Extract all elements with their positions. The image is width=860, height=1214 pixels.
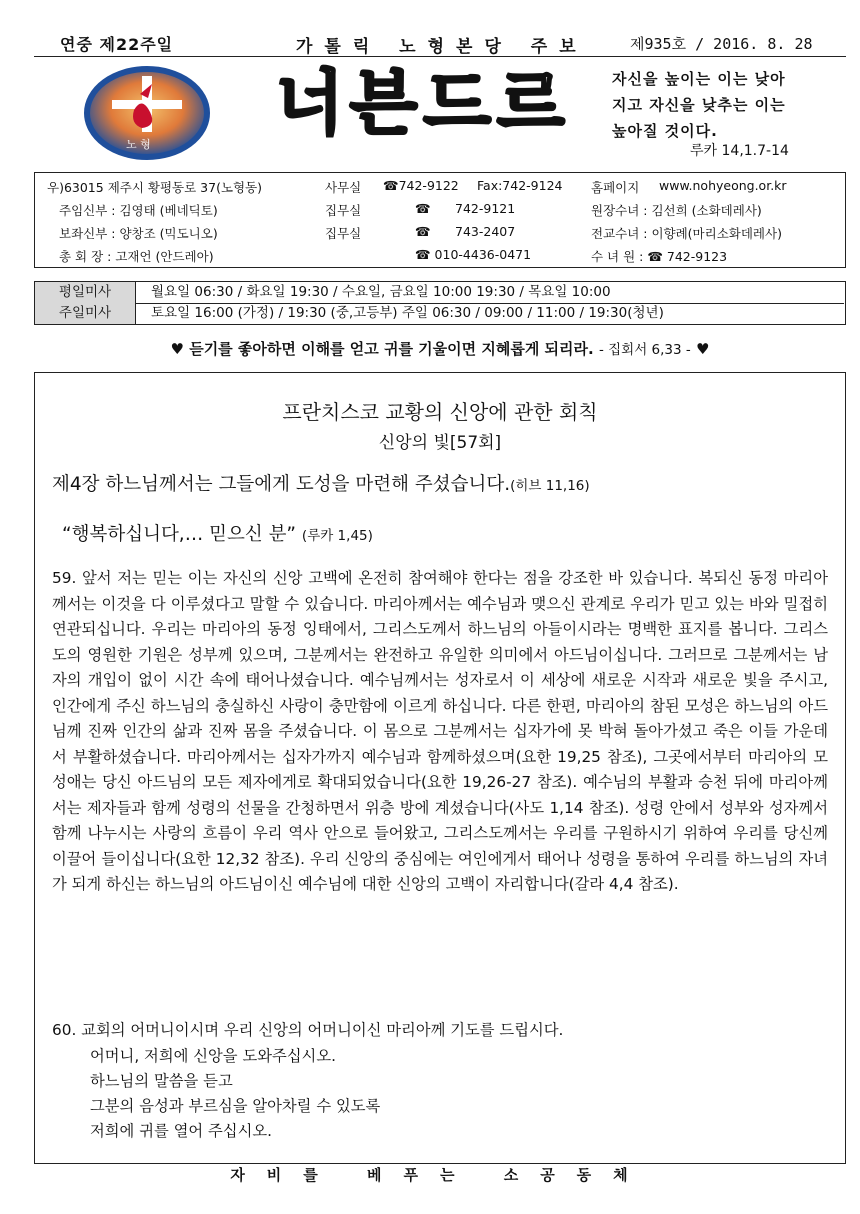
weekday-mass-times: 월요일 06:30 / 화요일 19:30 / 수요일, 금요일 10:00 19:30 / 목요일 10:00 [151,284,611,300]
paragraph-59: 59. 앞서 저는 믿는 이는 자신의 신앙 고백에 온전히 참여해야 한다는 점을 강조한 바 있습니다. 복되신 동정 마리아께서는 이것을 다 이루셨다고 말할 수 있습니다. 마리아께서는 예수님과 맺으신 관계로 우리가 믿고 있는 바와 밀접히 연관되십니다. 우리는 마리아의 동정 잉태에서, 그리스도께서 하느님의 아들이시라는 명백한 표지를 봅니다. 그리스도의 영원한 기원은 성부께 있으며, 그분께서는 완전하고 유일한 의미에서 아드님이십니다. 그러므로 그분께서는 남자의 개입이 없이 시간 속에 태어나셨습니다. 예수님께서는 성자로서 이 세상에 새로운 시작과 새로운 빛을 주시고, 인간에게 주신 하느님의 충실하신 사랑이 충만함에 이르게 하십니다. 다른 한편, 마리아의 참된 모성은 하느님의 아드님께 진짜 인간의 삶과 진짜 몸을 주셨습니다. 이 몸으로 그분께서는 십자가에 못 박혀 돌아가셨고 죽은 이들 가운데서 부활하셨습니다. 마리아께서는 십자가까지 예수님과 함께하셨으며(요한 19,25 참조), 그곳에서부터 마리아의 모성애는 당신 아드님의 모든 제자에게로 확대되었습니다(요한 19,26-27 참조). 예수님의 부활과 승천 뒤에 마리아께서는 제자들과 함께 성령의 선물을 간청하면서 위층 방에 계셨습니다(사도 1,14 참조). 성령 안에서 성부와 성자께서 함께 나누시는 사랑의 흐름이 우리 역사 안으로 들어왔고, 그리스도께서는 우리를 구원하시기 위하여 우리를 당신께 이끌어 들이십니다(요한 12,32 참조). 우리 신앙의 중심에는 여인에게서 태어나 성령을 통하여 우리를 하느님의 자녀가 되게 하신는 하느님의 아드님이신 예수님에 대한 신앙의 고백이 자리합니다(갈라 4,4 참조). [52,569,828,893]
section-heading: “행복하십니다,… 믿으신 분” (루카 1,45) [62,524,373,545]
contact-row: 총 회 장 : 고재언 (안드레아) ☎ 010-4436-0471 수 녀 원 : ☎ 742-9123 [59,247,728,264]
heart-icon: ♥ [696,340,710,358]
issue-number: 제935호 / 2016. 8. 28 [630,35,813,53]
contact-table [34,172,846,268]
mass-schedule [34,281,846,325]
prayer-line: 어머니, 저희에 신앙을 도와주십시오. [90,1047,336,1065]
sunday-mass-row [35,303,844,324]
quote-line: 지고 자신을 낮추는 이는 [612,96,786,114]
quote-line: 높아질 것이다. [612,122,718,140]
quote-line: 자신을 높이는 이는 낮아 [612,70,786,88]
homepage-link[interactable]: www.nohyeong.or.kr [659,178,787,193]
article-subtitle: 신앙의 빛[57회] [378,433,502,453]
liturgical-season: 연중 제22주일 [60,35,174,54]
motto-line [34,338,846,359]
chapter-reference: (히브 11,16) [510,478,590,494]
section-reference: (루카 1,45) [301,528,373,544]
bulletin-name: 가톨릭 노형본당 주보 [296,37,588,57]
article-title: 프란치스코 교황의 신앙에 관한 회칙 [282,400,598,424]
parish-logo-icon [82,66,212,160]
chapter-heading: 제4장 하느님께서는 그들에게 도성을 마련해 주셨습니다.(히브 11,16) [52,474,590,495]
contact-row: 주임신부 : 김영태 (베네딕토) 집무실 ☎ 742-9121 원장수녀 : 김선희 (소화데레사) [59,201,762,218]
motto-source: - 집회서 6,33 - [598,342,691,358]
sunday-mass-label: 주일미사 [35,303,136,324]
contact-row: 보좌신부 : 양창조 (믹도니오) 집무실 ☎ 743-2407 전교수녀 : 이향례(마리소화데레사) [59,224,782,241]
weekday-mass-row [35,282,844,304]
sunday-mass-times: 토요일 16:00 (가정) / 19:30 (중,고등부) 주일 06:30 / 09:00 / 11:00 / 19:30(청년) [151,305,664,321]
contact-row: 우)63015 제주시 황평동로 37(노형동) 사무실 ☎742-9122 Fax:742-9124 홈페이지 www.nohyeong.or.kr [47,178,787,195]
quote-reference: 루카 14,1.7-14 [690,143,789,159]
logo-text: 노 형 [126,138,151,151]
prayer-line: 저희에 귀를 열어 주십시오. [90,1122,272,1140]
prayer-line: 하느님의 말씀을 듣고 [90,1072,233,1090]
weekly-quote [612,66,840,144]
prayer-line: 그분의 음성과 부르심을 알아차릴 수 있도록 [90,1097,381,1115]
paragraph-60: 60. 교회의 어머니이시며 우리 신앙의 어머니이신 마리아께 기도를 드립시다. [52,1021,564,1039]
motto-text: ♥ 듣기를 좋아하면 이해를 얻고 귀를 기울이면 지혜롭게 되리라. [170,340,594,358]
footer-slogan: 자비를 베푸는 소공동체 [230,1166,650,1184]
weekday-mass-label: 평일미사 [35,282,136,303]
masthead-title: 너븐드르 [276,62,571,144]
